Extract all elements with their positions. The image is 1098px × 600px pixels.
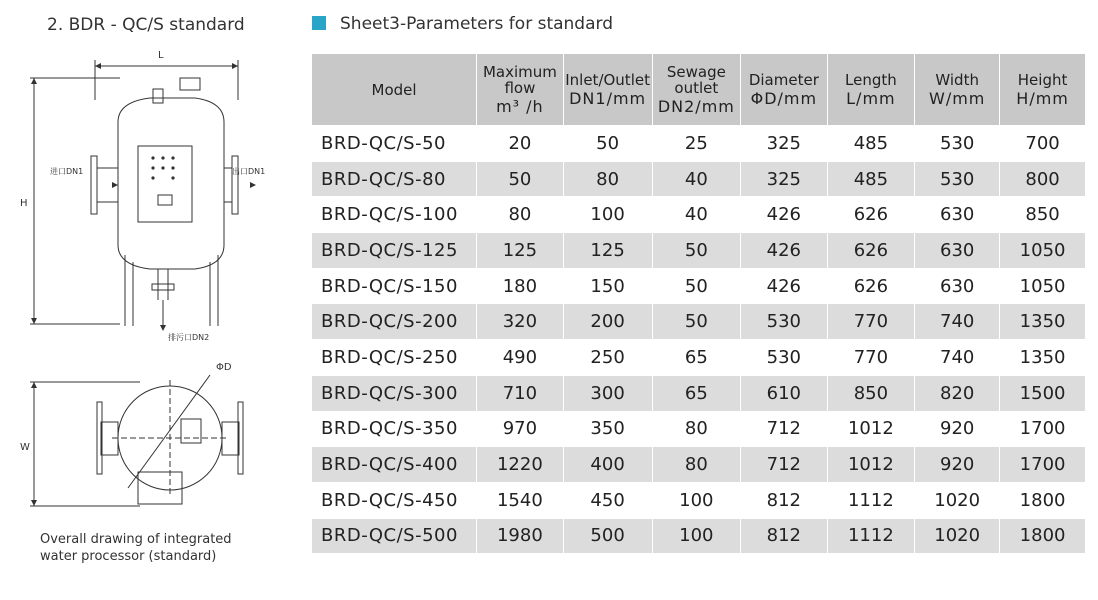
cell-width: 1020 bbox=[915, 482, 1000, 518]
parameters-table bbox=[311, 53, 1086, 554]
cell-model: BRD-QC/S-50 bbox=[312, 126, 477, 162]
cell-sewage-outlet: 80 bbox=[652, 447, 741, 483]
table-row bbox=[312, 126, 1086, 162]
cell-diameter: 426 bbox=[741, 233, 827, 269]
cell-sewage-outlet: 100 bbox=[652, 518, 741, 554]
cell-diameter: 325 bbox=[741, 126, 827, 162]
cell-length: 1112 bbox=[827, 518, 915, 554]
cell-width: 530 bbox=[915, 161, 1000, 197]
table-row bbox=[312, 375, 1086, 411]
height-label: H bbox=[20, 198, 28, 209]
table-row bbox=[312, 233, 1086, 269]
cell-sewage-outlet: 65 bbox=[652, 340, 741, 376]
cell-model: BRD-QC/S-125 bbox=[312, 233, 477, 269]
cell-diameter: 712 bbox=[741, 447, 827, 483]
cell-width: 630 bbox=[915, 233, 1000, 269]
cell-model: BRD-QC/S-250 bbox=[312, 340, 477, 376]
header-diameter: Diameter ΦD/mm bbox=[741, 54, 827, 126]
cell-inlet-outlet: 200 bbox=[563, 304, 652, 340]
cell-width: 740 bbox=[915, 340, 1000, 376]
cell-length: 850 bbox=[827, 375, 915, 411]
cell-flow: 710 bbox=[477, 375, 564, 411]
cell-flow: 1220 bbox=[477, 447, 564, 483]
cell-height: 1350 bbox=[1000, 340, 1086, 376]
cell-height: 700 bbox=[1000, 126, 1086, 162]
cell-inlet-outlet: 250 bbox=[563, 340, 652, 376]
header-width: Width W/mm bbox=[915, 54, 1000, 126]
cell-length: 626 bbox=[827, 233, 915, 269]
cell-diameter: 812 bbox=[741, 482, 827, 518]
cell-flow: 20 bbox=[477, 126, 564, 162]
table-row bbox=[312, 268, 1086, 304]
cell-sewage-outlet: 100 bbox=[652, 482, 741, 518]
table-row bbox=[312, 304, 1086, 340]
table-row bbox=[312, 482, 1086, 518]
cell-diameter: 530 bbox=[741, 304, 827, 340]
cell-model: BRD-QC/S-300 bbox=[312, 375, 477, 411]
sheet-title bbox=[312, 14, 613, 34]
cell-flow: 180 bbox=[477, 268, 564, 304]
cell-diameter: 812 bbox=[741, 518, 827, 554]
cell-inlet-outlet: 50 bbox=[563, 126, 652, 162]
cell-width: 630 bbox=[915, 197, 1000, 233]
outlet-label: 出口DN1 bbox=[232, 167, 266, 176]
cell-diameter: 610 bbox=[741, 375, 827, 411]
header-model: Model bbox=[312, 54, 477, 126]
cell-width: 1020 bbox=[915, 518, 1000, 554]
cell-inlet-outlet: 300 bbox=[563, 375, 652, 411]
cell-inlet-outlet: 450 bbox=[563, 482, 652, 518]
cell-length: 485 bbox=[827, 126, 915, 162]
header-height: Height H/mm bbox=[1000, 54, 1086, 126]
cell-model: BRD-QC/S-200 bbox=[312, 304, 477, 340]
title-marker-icon bbox=[312, 16, 326, 30]
cell-height: 1800 bbox=[1000, 482, 1086, 518]
cell-height: 1700 bbox=[1000, 447, 1086, 483]
length-label: L bbox=[158, 50, 164, 61]
cell-inlet-outlet: 100 bbox=[563, 197, 652, 233]
cell-width: 920 bbox=[915, 447, 1000, 483]
cell-width: 820 bbox=[915, 375, 1000, 411]
cell-sewage-outlet: 50 bbox=[652, 233, 741, 269]
header-flow: Maximum flow m³ /h bbox=[477, 54, 564, 126]
inlet-label: 进口DN1 bbox=[50, 167, 84, 176]
cell-height: 1350 bbox=[1000, 304, 1086, 340]
cell-height: 1050 bbox=[1000, 268, 1086, 304]
cell-sewage-outlet: 80 bbox=[652, 411, 741, 447]
cell-sewage-outlet: 50 bbox=[652, 268, 741, 304]
width-label: W bbox=[20, 442, 30, 453]
table-row bbox=[312, 518, 1086, 554]
cell-model: BRD-QC/S-400 bbox=[312, 447, 477, 483]
cell-length: 626 bbox=[827, 197, 915, 233]
cell-width: 530 bbox=[915, 126, 1000, 162]
drawing-caption bbox=[40, 531, 232, 565]
cell-inlet-outlet: 150 bbox=[563, 268, 652, 304]
cell-width: 740 bbox=[915, 304, 1000, 340]
cell-diameter: 426 bbox=[741, 197, 827, 233]
cell-width: 630 bbox=[915, 268, 1000, 304]
cell-height: 800 bbox=[1000, 161, 1086, 197]
drawing-section-title: 2. BDR - QC/S standard bbox=[47, 15, 245, 35]
cell-height: 1700 bbox=[1000, 411, 1086, 447]
cell-diameter: 426 bbox=[741, 268, 827, 304]
cell-width: 920 bbox=[915, 411, 1000, 447]
cell-model: BRD-QC/S-350 bbox=[312, 411, 477, 447]
sewage-label: 排污口DN2 bbox=[168, 333, 210, 342]
cell-inlet-outlet: 350 bbox=[563, 411, 652, 447]
cell-length: 485 bbox=[827, 161, 915, 197]
header-sewage-outlet: Sewage outlet DN2/mm bbox=[652, 54, 741, 126]
cell-length: 770 bbox=[827, 340, 915, 376]
cell-model: BRD-QC/S-80 bbox=[312, 161, 477, 197]
table-row bbox=[312, 411, 1086, 447]
header-inlet-outlet: Inlet/Outlet DN1/mm bbox=[563, 54, 652, 126]
sheet-title-text: Sheet3-Parameters for standard bbox=[340, 14, 613, 34]
cell-length: 1012 bbox=[827, 447, 915, 483]
cell-inlet-outlet: 500 bbox=[563, 518, 652, 554]
header-length: Length L/mm bbox=[827, 54, 915, 126]
cell-diameter: 325 bbox=[741, 161, 827, 197]
cell-height: 1800 bbox=[1000, 518, 1086, 554]
cell-inlet-outlet: 400 bbox=[563, 447, 652, 483]
cell-sewage-outlet: 25 bbox=[652, 126, 741, 162]
cell-flow: 125 bbox=[477, 233, 564, 269]
cell-length: 626 bbox=[827, 268, 915, 304]
cell-flow: 1980 bbox=[477, 518, 564, 554]
cell-height: 1500 bbox=[1000, 375, 1086, 411]
cell-sewage-outlet: 65 bbox=[652, 375, 741, 411]
cell-sewage-outlet: 40 bbox=[652, 161, 741, 197]
cell-sewage-outlet: 50 bbox=[652, 304, 741, 340]
cell-length: 1112 bbox=[827, 482, 915, 518]
table-row bbox=[312, 447, 1086, 483]
cell-model: BRD-QC/S-450 bbox=[312, 482, 477, 518]
table-header-row bbox=[312, 54, 1086, 126]
cell-diameter: 530 bbox=[741, 340, 827, 376]
cell-sewage-outlet: 40 bbox=[652, 197, 741, 233]
cell-inlet-outlet: 80 bbox=[563, 161, 652, 197]
cell-flow: 50 bbox=[477, 161, 564, 197]
table-row bbox=[312, 161, 1086, 197]
table-row bbox=[312, 197, 1086, 233]
cell-length: 1012 bbox=[827, 411, 915, 447]
cell-flow: 1540 bbox=[477, 482, 564, 518]
cell-diameter: 712 bbox=[741, 411, 827, 447]
diameter-label: ΦD bbox=[216, 362, 232, 373]
water-processor-drawing bbox=[20, 40, 270, 540]
cell-inlet-outlet: 125 bbox=[563, 233, 652, 269]
cell-flow: 490 bbox=[477, 340, 564, 376]
table-row bbox=[312, 340, 1086, 376]
cell-height: 1050 bbox=[1000, 233, 1086, 269]
cell-model: BRD-QC/S-500 bbox=[312, 518, 477, 554]
cell-flow: 970 bbox=[477, 411, 564, 447]
caption-line-2: water processor (standard) bbox=[40, 549, 217, 564]
cell-model: BRD-QC/S-100 bbox=[312, 197, 477, 233]
cell-model: BRD-QC/S-150 bbox=[312, 268, 477, 304]
caption-line-1: Overall drawing of integrated bbox=[40, 532, 232, 547]
cell-height: 850 bbox=[1000, 197, 1086, 233]
cell-length: 770 bbox=[827, 304, 915, 340]
cell-flow: 80 bbox=[477, 197, 564, 233]
cell-flow: 320 bbox=[477, 304, 564, 340]
